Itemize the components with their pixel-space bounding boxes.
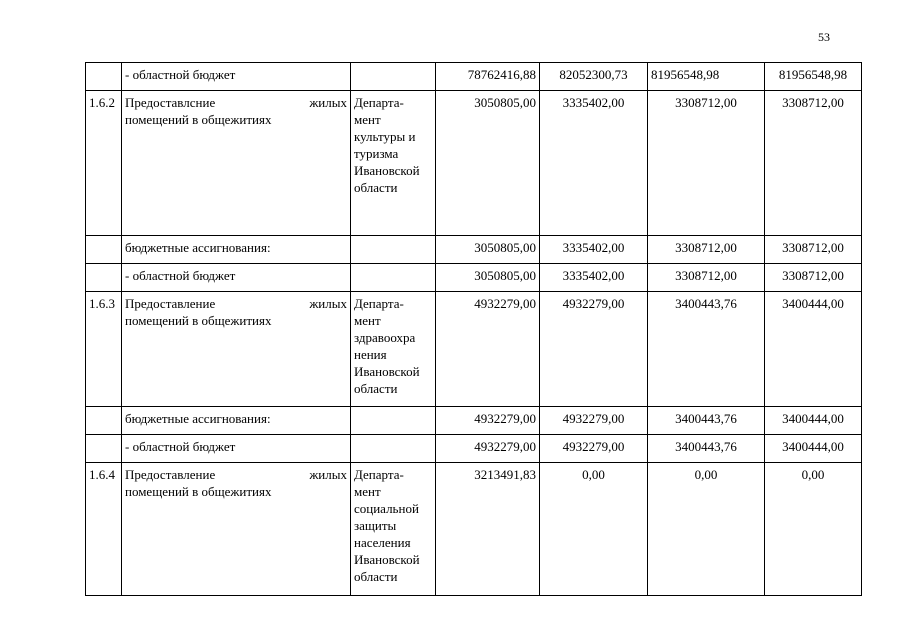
description-word: Предоставление: [125, 467, 216, 482]
department-cell: [351, 63, 436, 91]
value-cell: 3308712,00: [648, 264, 765, 292]
row-description: [122, 91, 351, 236]
department-cell: [351, 407, 436, 435]
description-word: жилых: [309, 95, 347, 110]
department-cell: [351, 264, 436, 292]
value-cell: 3400444,00: [765, 407, 862, 435]
department-line: мент: [354, 484, 381, 499]
value-cell: 78762416,88: [436, 63, 540, 91]
department-line: Департа-: [354, 467, 404, 482]
value-cell: 3308712,00: [648, 91, 765, 236]
description-line: помещений в общежитиях: [125, 313, 272, 328]
value-cell: 3400444,00: [765, 435, 862, 463]
value-cell: 4932279,00: [540, 435, 648, 463]
department-line: области: [354, 381, 398, 396]
department-line: Ивановской: [354, 364, 420, 379]
department-line: Департа-: [354, 296, 404, 311]
value-cell: 3400444,00: [765, 292, 862, 407]
value-cell: 3400443,76: [648, 435, 765, 463]
page-number: 53: [818, 30, 830, 44]
table-row: [86, 63, 862, 91]
value-cell: 3308712,00: [765, 264, 862, 292]
table-row: [86, 292, 862, 407]
value-cell: 3335402,00: [540, 236, 648, 264]
row-number-cell: [86, 264, 122, 292]
department-cell: [351, 435, 436, 463]
value-cell: 3308712,00: [648, 236, 765, 264]
department-line: нения: [354, 347, 387, 362]
value-cell: 4932279,00: [436, 435, 540, 463]
table-row: [86, 264, 862, 292]
department-line: туризма: [354, 146, 399, 161]
department-line: области: [354, 180, 398, 195]
value-cell: 4932279,00: [540, 292, 648, 407]
department-line: области: [354, 569, 398, 584]
department-line: населения: [354, 535, 411, 550]
department-line: мент: [354, 112, 381, 127]
row-number-cell: 1.6.2: [86, 91, 122, 236]
row-number-cell: [86, 63, 122, 91]
department-cell: [351, 463, 436, 596]
department-line: здравоохра: [354, 330, 416, 345]
row-description: бюджетные ассигнования:: [122, 236, 351, 264]
description-line: помещений в общежитиях: [125, 484, 272, 499]
description-line: помещений в общежитиях: [125, 112, 272, 127]
description-word: Предоставлсние: [125, 95, 216, 110]
row-number-cell: [86, 407, 122, 435]
row-description: - областной бюджет: [122, 435, 351, 463]
value-cell: 4932279,00: [436, 407, 540, 435]
value-cell: 3050805,00: [436, 264, 540, 292]
value-cell: 3335402,00: [540, 264, 648, 292]
department-line: культуры и: [354, 129, 416, 144]
row-number-cell: [86, 236, 122, 264]
value-cell: 3213491,83: [436, 463, 540, 596]
table-row: [86, 463, 862, 596]
table-row: [86, 435, 862, 463]
department-line: мент: [354, 313, 381, 328]
description-word: жилых: [309, 467, 347, 482]
row-number-cell: 1.6.3: [86, 292, 122, 407]
value-cell: 82052300,73: [540, 63, 648, 91]
value-cell: 3400443,76: [648, 407, 765, 435]
department-cell: [351, 236, 436, 264]
department-cell: [351, 292, 436, 407]
value-cell: 4932279,00: [540, 407, 648, 435]
value-cell: 81956548,98: [648, 63, 765, 91]
value-cell: 3308712,00: [765, 236, 862, 264]
department-line: Ивановской: [354, 552, 420, 567]
department-line: защиты: [354, 518, 397, 533]
row-description: бюджетные ассигнования:: [122, 407, 351, 435]
value-cell: 0,00: [765, 463, 862, 596]
row-description: - областной бюджет: [122, 264, 351, 292]
budget-table: [85, 62, 862, 596]
department-line: Ивановской: [354, 163, 420, 178]
value-cell: 4932279,00: [436, 292, 540, 407]
department-line: Департа-: [354, 95, 404, 110]
department-cell: [351, 91, 436, 236]
department-line: социальной: [354, 501, 419, 516]
row-number-cell: 1.6.4: [86, 463, 122, 596]
value-cell: 0,00: [648, 463, 765, 596]
table-row: [86, 91, 862, 236]
row-description: [122, 463, 351, 596]
table-row: [86, 236, 862, 264]
value-cell: 3050805,00: [436, 91, 540, 236]
value-cell: 3400443,76: [648, 292, 765, 407]
value-cell: 0,00: [540, 463, 648, 596]
description-word: жилых: [309, 296, 347, 311]
table-row: [86, 407, 862, 435]
value-cell: 3308712,00: [765, 91, 862, 236]
description-word: Предоставление: [125, 296, 216, 311]
value-cell: 3335402,00: [540, 91, 648, 236]
value-cell: 3050805,00: [436, 236, 540, 264]
row-description: [122, 292, 351, 407]
value-cell: 81956548,98: [765, 63, 862, 91]
row-number-cell: [86, 435, 122, 463]
row-description: - областной бюджет: [122, 63, 351, 91]
